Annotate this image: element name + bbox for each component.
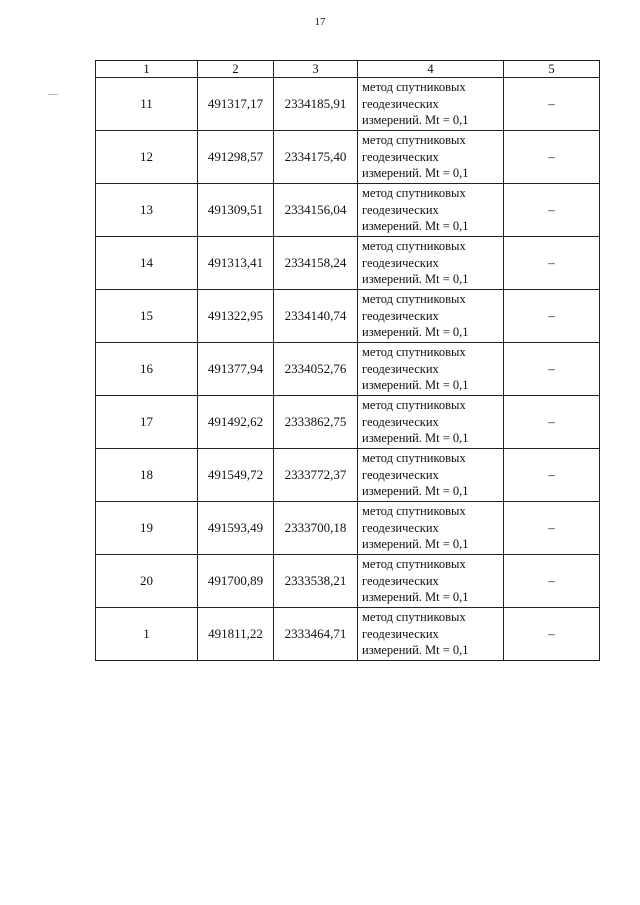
y-coordinate-cell: 2333538,21 [274, 555, 358, 608]
method-cell [358, 449, 504, 502]
method-line: метод спутниковых [362, 239, 466, 254]
method-cell [358, 237, 504, 290]
method-cell [358, 396, 504, 449]
method-cell [358, 608, 504, 661]
table-row [96, 131, 600, 184]
method-line: измерений. Mt = 0,1 [362, 166, 469, 181]
point-number-cell: 17 [96, 396, 198, 449]
y-coordinate-cell: 2334140,74 [274, 290, 358, 343]
method-line: метод спутниковых [362, 80, 466, 95]
method-line: метод спутниковых [362, 133, 466, 148]
header-col-4: 4 [358, 61, 504, 78]
y-coordinate-cell: 2333700,18 [274, 502, 358, 555]
method-line: геодезических [362, 414, 439, 429]
method-line: метод спутниковых [362, 504, 466, 519]
table-row [96, 396, 600, 449]
table-row [96, 502, 600, 555]
coordinates-table [95, 60, 600, 661]
method-line: метод спутниковых [362, 292, 466, 307]
method-line: измерений. Mt = 0,1 [362, 272, 469, 287]
table-row [96, 449, 600, 502]
x-coordinate-cell: 491322,95 [198, 290, 274, 343]
method-line: метод спутниковых [362, 398, 466, 413]
x-coordinate-cell: 491313,41 [198, 237, 274, 290]
point-number-cell: 20 [96, 555, 198, 608]
point-number-cell: 14 [96, 237, 198, 290]
method-line: измерений. Mt = 0,1 [362, 378, 469, 393]
point-number-cell: 11 [96, 78, 198, 131]
point-number-cell: 19 [96, 502, 198, 555]
page-number: 17 [314, 16, 326, 28]
method-line: метод спутниковых [362, 557, 466, 572]
description-cell: – [504, 343, 600, 396]
table-header-row [96, 61, 600, 78]
method-cell [358, 502, 504, 555]
description-cell: – [504, 608, 600, 661]
y-coordinate-cell: 2334052,76 [274, 343, 358, 396]
description-cell: – [504, 290, 600, 343]
x-coordinate-cell: 491811,22 [198, 608, 274, 661]
method-line: измерений. Mt = 0,1 [362, 113, 469, 128]
method-line: измерений. Mt = 0,1 [362, 590, 469, 605]
header-col-5: 5 [504, 61, 600, 78]
description-cell: – [504, 555, 600, 608]
method-cell [358, 343, 504, 396]
table-body [96, 78, 600, 661]
method-line: геодезических [362, 308, 439, 323]
table-row [96, 343, 600, 396]
margin-mark [48, 94, 58, 95]
method-line: измерений. Mt = 0,1 [362, 431, 469, 446]
x-coordinate-cell: 491492,62 [198, 396, 274, 449]
table-row [96, 184, 600, 237]
description-cell: – [504, 396, 600, 449]
method-line: метод спутниковых [362, 345, 466, 360]
method-cell [358, 555, 504, 608]
header-col-1: 1 [96, 61, 198, 78]
method-line: измерений. Mt = 0,1 [362, 325, 469, 340]
description-cell: – [504, 184, 600, 237]
x-coordinate-cell: 491309,51 [198, 184, 274, 237]
x-coordinate-cell: 491549,72 [198, 449, 274, 502]
description-cell: – [504, 237, 600, 290]
description-cell: – [504, 502, 600, 555]
y-coordinate-cell: 2334156,04 [274, 184, 358, 237]
method-cell [358, 290, 504, 343]
point-number-cell: 15 [96, 290, 198, 343]
method-line: метод спутниковых [362, 186, 466, 201]
x-coordinate-cell: 491377,94 [198, 343, 274, 396]
method-line: геодезических [362, 255, 439, 270]
method-line: метод спутниковых [362, 451, 466, 466]
header-col-3: 3 [274, 61, 358, 78]
method-line: геодезических [362, 96, 439, 111]
point-number-cell: 18 [96, 449, 198, 502]
table-row [96, 555, 600, 608]
y-coordinate-cell: 2334175,40 [274, 131, 358, 184]
y-coordinate-cell: 2333772,37 [274, 449, 358, 502]
table-row [96, 237, 600, 290]
y-coordinate-cell: 2334158,24 [274, 237, 358, 290]
x-coordinate-cell: 491317,17 [198, 78, 274, 131]
table-row [96, 608, 600, 661]
description-cell: – [504, 131, 600, 184]
method-line: измерений. Mt = 0,1 [362, 643, 469, 658]
method-line: геодезических [362, 573, 439, 588]
header-col-2: 2 [198, 61, 274, 78]
method-line: геодезических [362, 361, 439, 376]
x-coordinate-cell: 491700,89 [198, 555, 274, 608]
method-line: геодезических [362, 202, 439, 217]
y-coordinate-cell: 2333862,75 [274, 396, 358, 449]
point-number-cell: 13 [96, 184, 198, 237]
method-line: геодезических [362, 149, 439, 164]
method-line: метод спутниковых [362, 610, 466, 625]
x-coordinate-cell: 491593,49 [198, 502, 274, 555]
method-line: геодезических [362, 626, 439, 641]
y-coordinate-cell: 2333464,71 [274, 608, 358, 661]
method-line: геодезических [362, 520, 439, 535]
point-number-cell: 1 [96, 608, 198, 661]
point-number-cell: 12 [96, 131, 198, 184]
table-row [96, 78, 600, 131]
method-cell [358, 131, 504, 184]
x-coordinate-cell: 491298,57 [198, 131, 274, 184]
y-coordinate-cell: 2334185,91 [274, 78, 358, 131]
description-cell: – [504, 449, 600, 502]
description-cell: – [504, 78, 600, 131]
method-line: измерений. Mt = 0,1 [362, 219, 469, 234]
table-row [96, 290, 600, 343]
point-number-cell: 16 [96, 343, 198, 396]
method-line: измерений. Mt = 0,1 [362, 537, 469, 552]
method-cell [358, 78, 504, 131]
method-cell [358, 184, 504, 237]
method-line: геодезических [362, 467, 439, 482]
method-line: измерений. Mt = 0,1 [362, 484, 469, 499]
